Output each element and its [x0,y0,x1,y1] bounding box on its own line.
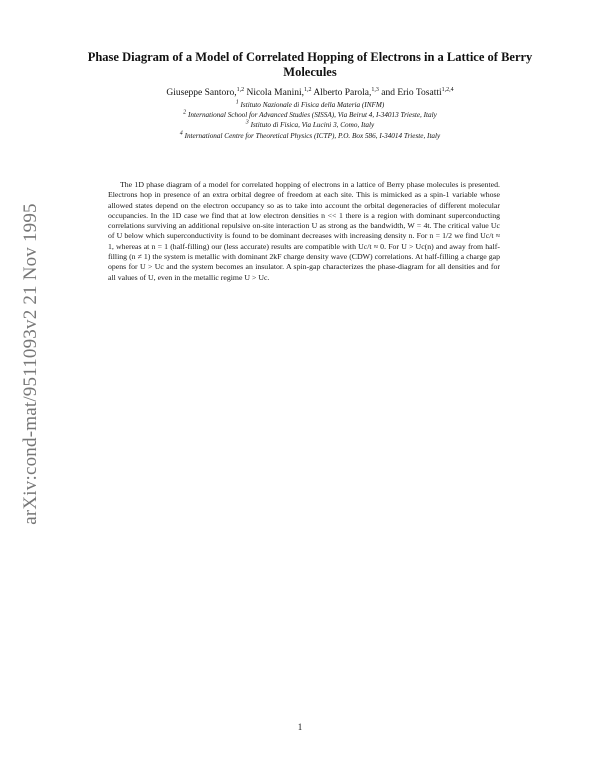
arxiv-identifier [18,186,44,542]
page-number: 1 [297,722,303,732]
author-list [60,88,560,99]
affiliation [60,120,560,130]
affiliation [60,100,560,110]
affiliation-text: International Centre for Theoretical Physics (ICTP), P.O. Box 586, I-34014 Trieste, Italy [184,131,441,140]
author-affiliation-mark: 1,2 [236,86,245,93]
author-affiliation-mark: 1,2 [303,86,312,93]
affiliation-mark: 4 [179,130,183,137]
affiliation-mark: 2 [183,109,187,116]
author-name: and Erio Tosatti [378,88,442,98]
affiliation-text: Istituto di Fisica, Via Lucini 3, Como, Italy [250,121,375,130]
author-name: Nicola Manini, [244,88,304,98]
author-affiliation-mark: 1,3 [371,86,379,93]
affiliation-text: International School for Advanced Studies (SISSA), Via Beirut 4, I-34013 Trieste, Italy [187,111,437,120]
affiliation-list [60,100,560,141]
affiliation-text: Istituto Nazionale di Fisica della Materia (INFM) [240,101,385,109]
author-name: Alberto Parola, [311,88,372,98]
abstract: The 1D phase diagram of a model for correlated hopping of electrons in a lattice of Berry phase molecules is presented. Electrons hop in presence of an extra orbital degree of freedom at each site. This is mimicked as a spin-1 variable whose allowed states depend on the electron occupancy so as to take into account the orbital degeneracies of different molecular occupancies. In the 1D case we find that at low electron densities n << 1 there is a region with dominant superconducting correlations surviving an additional repulsive on-site interaction U as strong as the bandwidth, W = 4t. The critical value Uc of U below which superconductivity is found to be dominant decreases with increasing density n. For n = 1/2 we find Uc/t ≈ 1, whereas at n = 1 (half-filling) our (less accurate) results are compatible with Uc/t ≈ 0. For U > Uc(n) and away from half-filling (n ≠ 1) the system is metallic with dominant 2kF charge density wave (CDW) correlations. At half-filling a charge gap opens for U > Uc and the system becomes an insulator. A spin-gap characterizes the phase-diagram for all densities and for all values of U, even in the metallic regime U > Uc. [108,180,500,282]
affiliation-mark: 1 [235,99,239,106]
affiliation-mark: 3 [245,120,249,127]
paper-title: Phase Diagram of a Model of Correlated Hopping of Electrons in a Lattice of Berry Molecules [87,50,533,79]
author-affiliation-mark: 1,2,4 [441,86,454,93]
affiliation [60,110,560,120]
affiliation [60,131,560,141]
arxiv-identifier-text: arXiv:cond-mat/9511093v2 21 Nov 1995 [20,203,42,525]
author-name: Giuseppe Santoro, [166,88,237,98]
